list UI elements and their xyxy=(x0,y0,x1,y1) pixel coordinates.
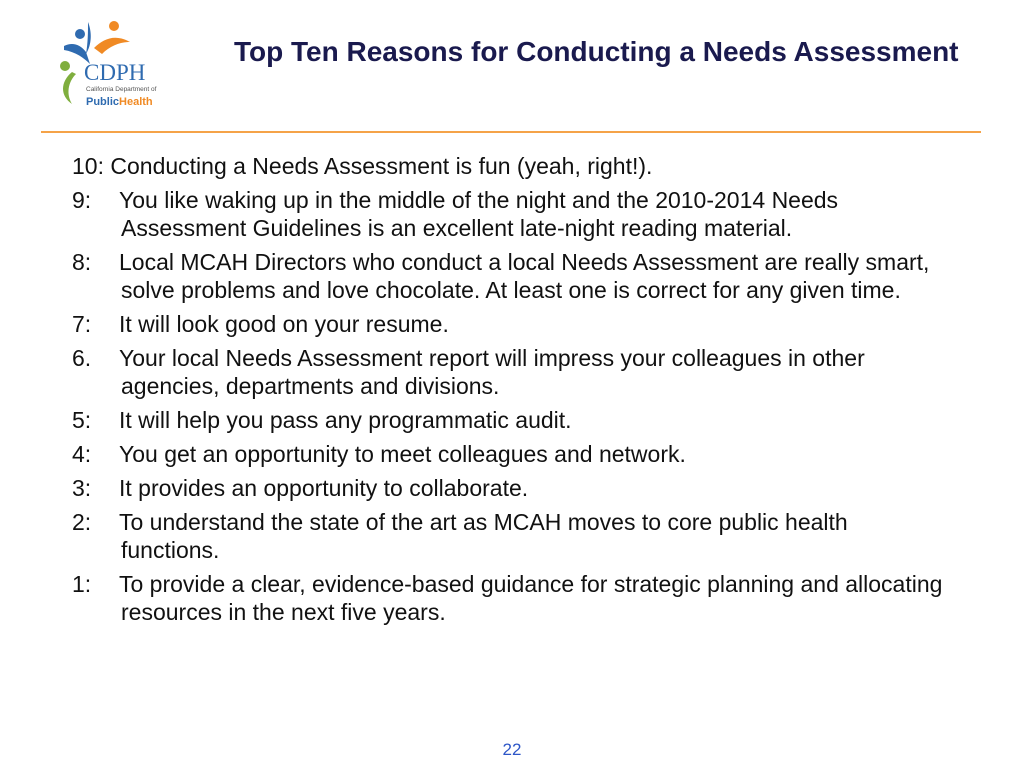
list-item xyxy=(72,440,952,468)
list-item-number: 1: xyxy=(72,571,92,597)
list-item-number: 5: xyxy=(72,407,92,433)
list-item-text: You like waking up in the middle of the night and the 2010-2014 Needs Assessment Guidelines is an excellent late-night reading material. xyxy=(119,187,839,241)
list-item-text: You get an opportunity to meet colleagues and network. xyxy=(119,441,686,467)
list-item-number: 9: xyxy=(72,187,92,213)
logo-public-health: PublicHealth xyxy=(86,96,153,108)
list-item-number: 10: xyxy=(72,153,104,179)
cdph-logo xyxy=(50,12,170,114)
logo-initials: CDPH xyxy=(84,60,146,85)
slide-title: Top Ten Reasons for Conducting a Needs Assessment xyxy=(234,36,959,67)
list-item xyxy=(72,406,952,434)
list-item-text: To understand the state of the art as MCAH moves to core public health functions. xyxy=(119,509,848,563)
list-item-text: It provides an opportunity to collaborate. xyxy=(119,475,529,501)
list-item-text: It will look good on your resume. xyxy=(119,311,449,337)
list-item-text: It will help you pass any programmatic audit. xyxy=(119,407,572,433)
list-item xyxy=(72,152,952,180)
page-number: 22 xyxy=(502,740,522,759)
list-item xyxy=(72,186,952,242)
reasons-list xyxy=(72,152,952,632)
list-item-number: 7: xyxy=(72,311,92,337)
list-item xyxy=(72,474,952,502)
list-item xyxy=(72,310,952,338)
list-item-number: 4: xyxy=(72,441,92,467)
list-item-number: 8: xyxy=(72,249,92,275)
logo-department: California Department of xyxy=(86,86,157,93)
list-item-text: Conducting a Needs Assessment is fun (yeah, right!). xyxy=(103,153,653,179)
list-item-text: Local MCAH Directors who conduct a local Needs Assessment are really smart, solve problems and love chocolate. At least one is correct for any given time. xyxy=(119,249,930,303)
list-item xyxy=(72,248,952,304)
list-item-text: Your local Needs Assessment report will impress your colleagues in other agencies, departments and divisions. xyxy=(119,345,865,399)
list-item-number: 6. xyxy=(72,345,92,371)
list-item-text: To provide a clear, evidence-based guidance for strategic planning and allocating resources in the next five years. xyxy=(119,571,943,625)
list-item xyxy=(72,570,952,626)
title-divider xyxy=(41,131,981,133)
list-item-number: 2: xyxy=(72,509,92,535)
list-item xyxy=(72,344,952,400)
list-item xyxy=(72,508,952,564)
list-item-number: 3: xyxy=(72,475,92,501)
